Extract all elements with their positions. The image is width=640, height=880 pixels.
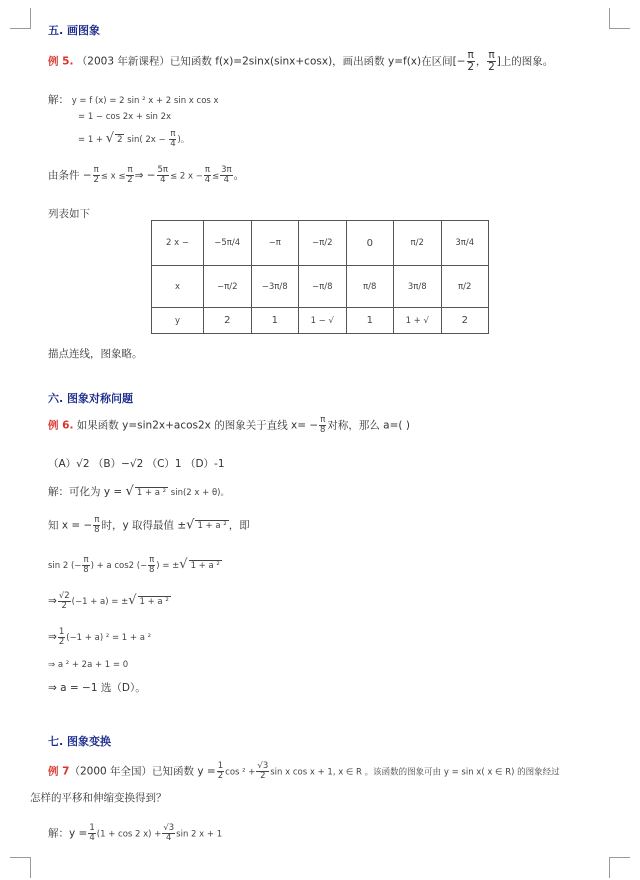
table-cell: −3π/8 bbox=[251, 266, 299, 308]
frac-1-over-2: $\frac{1}{2}$ bbox=[58, 627, 65, 647]
eq-part: sin 2 (− bbox=[48, 560, 82, 571]
eq-part: (1 + cos 2 x) + bbox=[96, 829, 162, 840]
example-5-statement bbox=[48, 50, 553, 73]
solution-6-line-3 bbox=[48, 556, 222, 575]
radical-sign: √ bbox=[179, 556, 188, 572]
value-table bbox=[151, 220, 489, 334]
eq-part: sin( 2x − bbox=[124, 134, 169, 145]
solution-7-line-1 bbox=[48, 824, 222, 843]
condition-line bbox=[48, 166, 244, 185]
section-6-heading: 六. 图象对称问题 bbox=[48, 392, 134, 405]
solution-5-line-2: = 1 − cos 2x + sin 2x bbox=[78, 112, 172, 122]
crop-mark-top-right bbox=[609, 8, 630, 29]
eq-part: sin 2 x + 1 bbox=[176, 829, 223, 840]
example-6-options: （A）√2 （B）−√2 （C）1 （D）-1 bbox=[48, 458, 225, 470]
solution-6-line-1 bbox=[48, 484, 229, 499]
radicand: 1 + a ² bbox=[136, 488, 167, 498]
crop-mark-bottom-left bbox=[10, 857, 31, 878]
eq-part: )。 bbox=[177, 134, 190, 145]
example-5-text-end: 上的图象。 bbox=[500, 55, 554, 68]
radical-sign: √ bbox=[186, 517, 195, 533]
eq-part: cos ² + bbox=[225, 767, 256, 778]
frac-pi-over-4: $\frac{\pi}{4}$ bbox=[204, 165, 211, 185]
table-header-cell: 2 x − bbox=[152, 221, 204, 266]
frac-pi-over-2-b: $\frac{\pi}{2}$ bbox=[488, 49, 495, 74]
table-cell: 1 − √ bbox=[299, 308, 347, 334]
frac-pi-over-8: $\frac{\pi}{8}$ bbox=[94, 515, 100, 535]
frac-pi-over-2: $\frac{\pi}{2}$ bbox=[93, 165, 99, 185]
eq-part: 时，y 取得最值 ± bbox=[101, 519, 187, 532]
radicand: 2 bbox=[117, 134, 123, 145]
radicand: 1 + a ² bbox=[197, 521, 227, 532]
solution-6-line-6: ⇒ a ² + 2a + 1 = 0 bbox=[48, 660, 129, 670]
solution-6-line-7: ⇒ a = −1 选（D）。 bbox=[48, 682, 146, 694]
table-cell: 3π/4 bbox=[441, 221, 489, 266]
radicand: 1 + a ² bbox=[139, 596, 169, 607]
table-row bbox=[152, 266, 489, 308]
table-cell: π/8 bbox=[346, 266, 394, 308]
solution-6-line-2 bbox=[48, 516, 250, 535]
frac-1-over-4: $\frac{1}{4}$ bbox=[89, 823, 95, 843]
frac-pi-over-2: $\frac{\pi}{2}$ bbox=[127, 165, 133, 185]
frac-sqrt3-over-4: $\frac{√3}{4}$ bbox=[163, 823, 175, 843]
solution-5-line-3 bbox=[78, 130, 189, 149]
table-cell: π/2 bbox=[441, 266, 489, 308]
table-cell: −π/2 bbox=[204, 266, 252, 308]
cond-arrow: ⇒ − bbox=[134, 169, 156, 182]
frac-pi-over-8: $\frac{\pi}{8}$ bbox=[320, 415, 326, 435]
frac-sqrt2-over-2: $\frac{√2}{2}$ bbox=[58, 591, 70, 611]
example-6-text: 如果函数 y=sin2x+acos2x 的图象关于直线 x= − bbox=[76, 419, 319, 432]
list-label: 列表如下 bbox=[48, 208, 90, 220]
table-cell: 1 bbox=[251, 308, 299, 334]
example-5-label: 例 5. bbox=[48, 55, 74, 68]
example-6-statement bbox=[48, 416, 410, 435]
section-7-heading: 七. 图象变换 bbox=[48, 735, 112, 748]
example-7-statement bbox=[48, 762, 560, 781]
frac-5pi-over-4: $\frac{5\pi}{4}$ bbox=[157, 165, 169, 185]
table-header-cell: y bbox=[152, 308, 204, 334]
table-cell: 2 bbox=[204, 308, 252, 334]
cond-label: 由条件 − bbox=[48, 169, 92, 182]
eq-part: ，即 bbox=[228, 519, 250, 532]
crop-mark-top-left bbox=[10, 8, 31, 29]
frac-1-over-2: $\frac{1}{2}$ bbox=[217, 761, 224, 781]
frac-pi-over-2: $\frac{\pi}{2}$ bbox=[467, 49, 475, 74]
cond-end: 。 bbox=[233, 169, 245, 182]
eq-part: ) + a cos2 (− bbox=[90, 560, 148, 571]
section-5-heading: 五. 画图象 bbox=[48, 24, 101, 37]
table-cell: −π/2 bbox=[299, 221, 347, 266]
solution-5-line-1 bbox=[48, 92, 219, 107]
example-7-label: 例 7 bbox=[48, 765, 70, 778]
frac-pi-over-8: $\frac{\pi}{8}$ bbox=[149, 555, 155, 575]
table-cell: 2 bbox=[441, 308, 489, 334]
radical-sign: √ bbox=[128, 592, 137, 608]
interval-open: [− bbox=[452, 55, 466, 68]
cond-le: ≤ 2 x − bbox=[170, 171, 203, 182]
frac-pi-over-4: $\frac{\pi}{4}$ bbox=[170, 129, 176, 149]
frac-pi-over-8: $\frac{\pi}{8}$ bbox=[83, 555, 89, 575]
implies-arrow: ⇒ bbox=[48, 630, 57, 643]
table-cell: π/2 bbox=[394, 221, 442, 266]
cond-x: ≤ x ≤ bbox=[100, 171, 126, 182]
example-7-text: （2000 年全国）已知函数 y = bbox=[69, 765, 216, 778]
solution-6-line-4 bbox=[48, 592, 171, 611]
eq-part: (−1 + a) ² = 1 + a ² bbox=[66, 632, 152, 643]
interval-comma: ， bbox=[475, 55, 487, 68]
frac-sqrt3-over-2: $\frac{√3}{2}$ bbox=[257, 761, 269, 781]
equation-line: y = f (x) = 2 sin ² x + 2 sin x cos x bbox=[71, 96, 219, 106]
example-6-text-end: 对称，那么 a=( ) bbox=[327, 419, 410, 432]
table-cell: 1 + √ bbox=[394, 308, 442, 334]
table-cell: −5π/4 bbox=[204, 221, 252, 266]
table-cell: −π/8 bbox=[299, 266, 347, 308]
table-cell: −π bbox=[251, 221, 299, 266]
eq-part: = 1 + bbox=[78, 134, 106, 145]
eq-part: 知 x = − bbox=[48, 519, 93, 532]
eq-part: sin(2 x + θ)。 bbox=[168, 488, 229, 498]
frac-3pi-over-4: $\frac{3\pi}{4}$ bbox=[221, 165, 232, 185]
example-5-text: （2003 年新课程）已知函数 f(x)=2sinx(sinx+cosx)，画出函数 y=f(x)在区间 bbox=[76, 55, 453, 68]
example-6-label: 例 6. bbox=[48, 419, 74, 432]
cond-le: ≤ bbox=[211, 171, 220, 182]
table-cell: 0 bbox=[346, 221, 394, 266]
table-cell: 1 bbox=[346, 308, 394, 334]
solution-label: 解： bbox=[48, 94, 69, 106]
eq-part: 解：可化为 y = bbox=[48, 486, 126, 498]
table-cell: 3π/8 bbox=[394, 266, 442, 308]
example-7-line-2: 怎样的平移和伸缩变换得到？ bbox=[30, 792, 167, 804]
radical-sign: √ bbox=[125, 484, 134, 499]
table-row bbox=[152, 308, 489, 334]
eq-part: 解：y = bbox=[48, 827, 88, 840]
crop-mark-bottom-right bbox=[609, 857, 630, 878]
eq-part: (−1 + a) = ± bbox=[71, 596, 129, 607]
draw-note: 描点连线，图象略。 bbox=[48, 348, 143, 360]
example-7-text-b: sin x cos x + 1, x ∈ R 。该函数的图象可由 y = sin x( x ∈ R) 的图象经过 bbox=[270, 767, 560, 778]
solution-6-line-5 bbox=[48, 628, 151, 647]
interval-close: ] bbox=[496, 55, 501, 68]
table-header-cell: x bbox=[152, 266, 204, 308]
eq-part: ) = ± bbox=[156, 560, 180, 571]
table-row bbox=[152, 221, 489, 266]
implies-arrow: ⇒ bbox=[48, 594, 57, 607]
radical-sign: √ bbox=[105, 130, 115, 146]
radicand: 1 + a ² bbox=[190, 560, 220, 571]
